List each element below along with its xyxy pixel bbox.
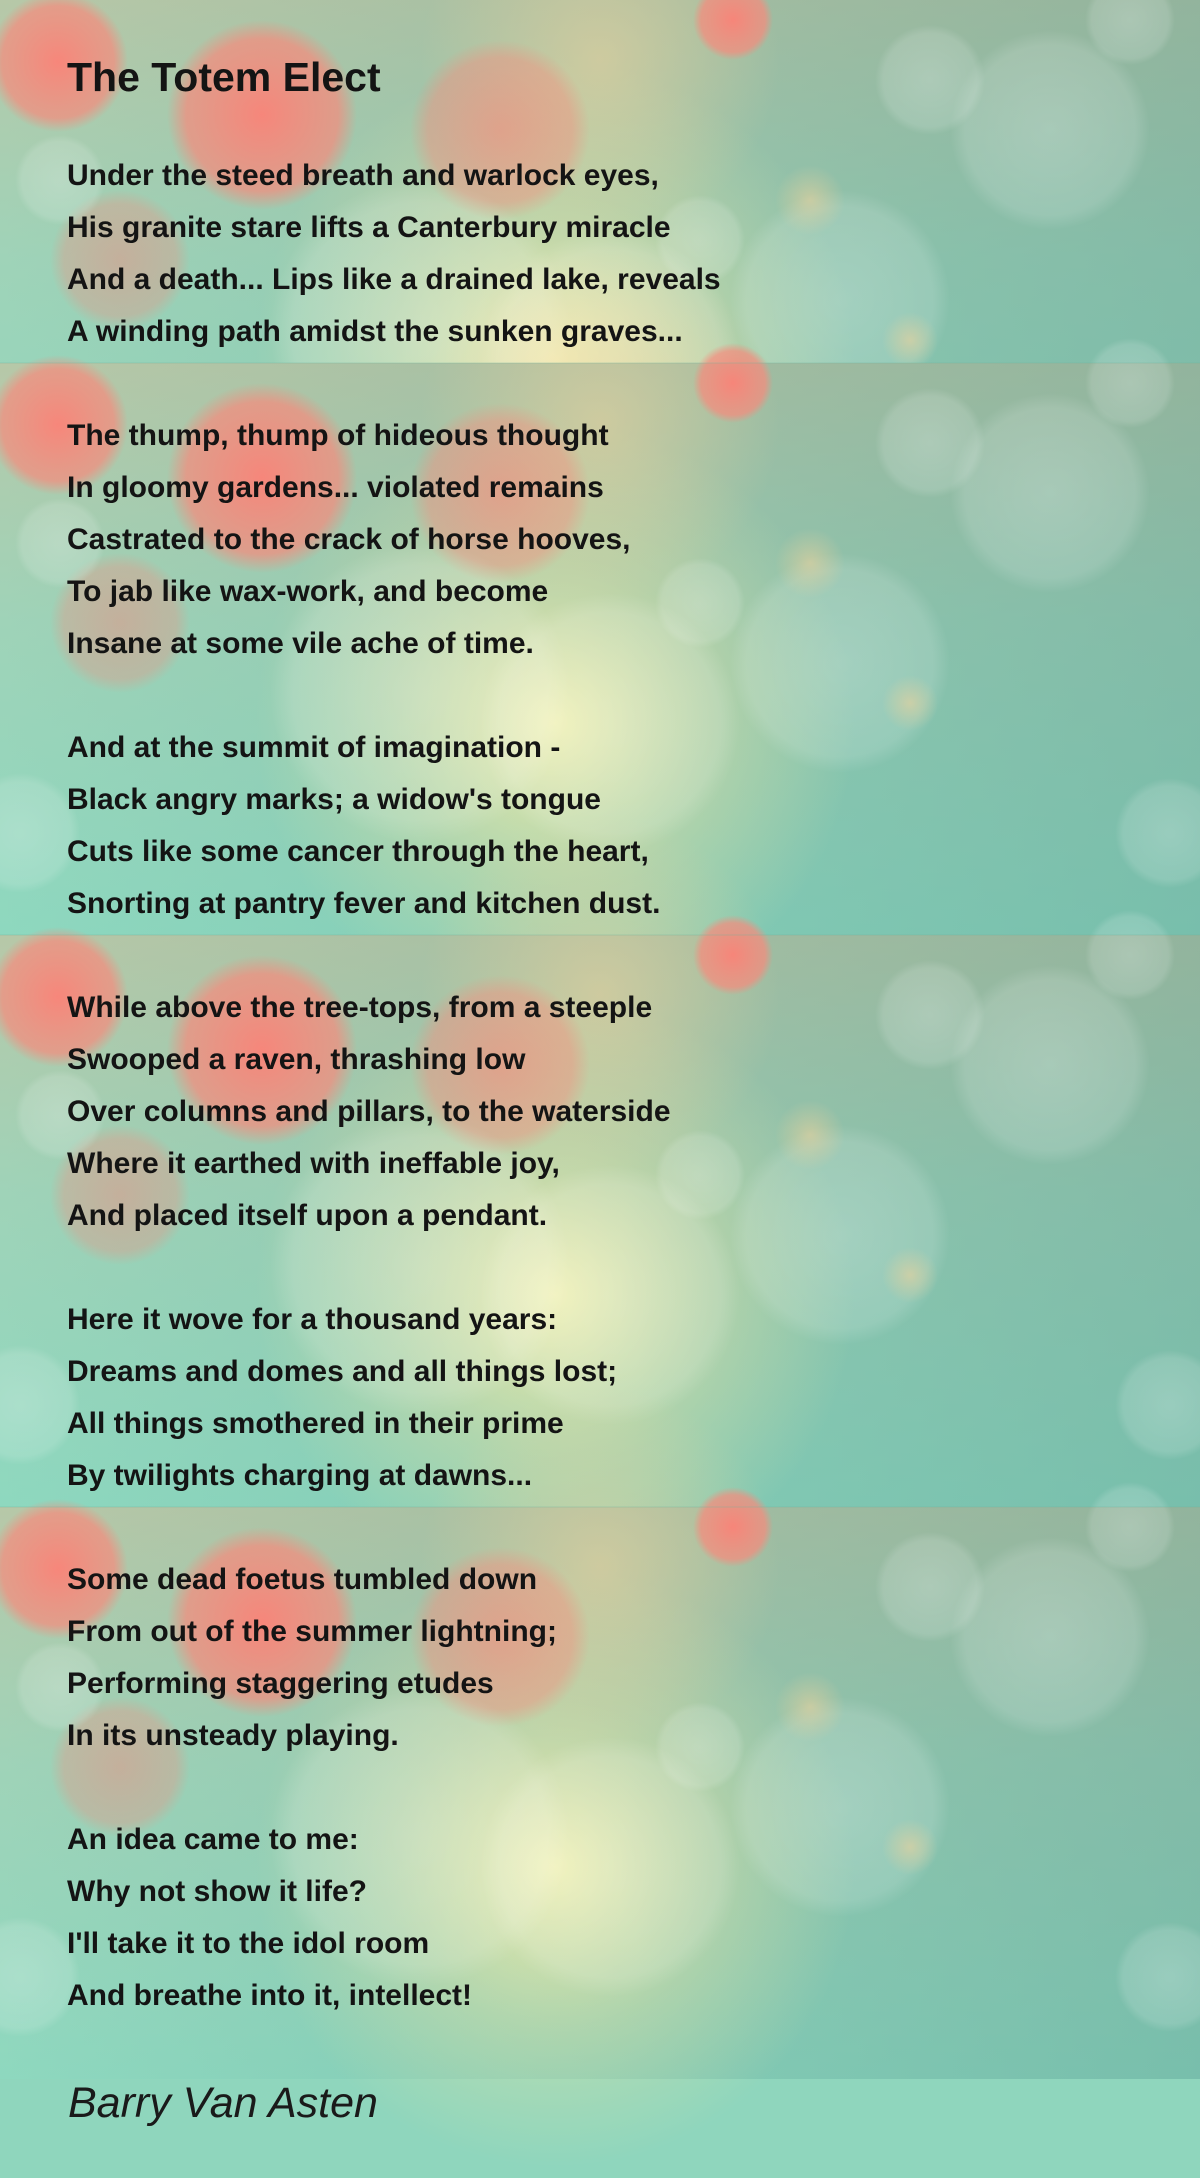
poem-line: An idea came to me:: [67, 1823, 359, 1856]
poem-line: And at the summit of imagination -: [67, 731, 561, 764]
poem-line: A winding path amidst the sunken graves...: [67, 315, 683, 348]
poem-line: By twilights charging at dawns...: [67, 1459, 533, 1492]
poem-line: I'll take it to the idol room: [67, 1927, 430, 1960]
poem-line: While above the tree-tops, from a steeple: [67, 991, 653, 1024]
poem-line: Why not show it life?: [67, 1875, 367, 1908]
poem-line: Where it earthed with ineffable joy,: [67, 1147, 560, 1180]
poem-line: In its unsteady playing.: [67, 1719, 399, 1752]
poem-line: Castrated to the crack of horse hooves,: [67, 523, 631, 556]
poem-line: All things smothered in their prime: [67, 1407, 564, 1440]
poem-body: [67, 150, 1127, 2074]
poem-line: Here it wove for a thousand years:: [67, 1303, 558, 1336]
poem-line: Under the steed breath and warlock eyes,: [67, 159, 659, 192]
poem-line: Insane at some vile ache of time.: [67, 627, 534, 660]
poem-line: And breathe into it, intellect!: [67, 1979, 473, 2012]
poem-line: And a death... Lips like a drained lake, reveals: [67, 263, 721, 296]
poem-line: Some dead foetus tumbled down: [67, 1563, 538, 1596]
poem-stanza: [67, 1294, 1127, 1502]
poem-title: The Totem Elect: [67, 54, 381, 100]
poem-line: The thump, thump of hideous thought: [67, 419, 609, 452]
poem-line: Snorting at pantry fever and kitchen dust.: [67, 887, 661, 920]
poem-line: Performing staggering etudes: [67, 1667, 494, 1700]
poem-line: And placed itself upon a pendant.: [67, 1199, 548, 1232]
poem-stanza: [67, 410, 1127, 670]
poem-line: From out of the summer lightning;: [67, 1615, 557, 1648]
poem-stanza: [67, 982, 1127, 1242]
poem-line: To jab like wax-work, and become: [67, 575, 549, 608]
poem-line: Swooped a raven, thrashing low: [67, 1043, 526, 1076]
poem-line: Dreams and domes and all things lost;: [67, 1355, 618, 1388]
poem-stanza: [67, 722, 1127, 930]
poem-line: Black angry marks; a widow's tongue: [67, 783, 601, 816]
poem-line: Cuts like some cancer through the heart,: [67, 835, 649, 868]
poem-author: Barry Van Asten: [68, 2079, 378, 2127]
poem-line: Over columns and pillars, to the waterside: [67, 1095, 671, 1128]
poem-stanza: [67, 1814, 1127, 2022]
poem-line: His granite stare lifts a Canterbury miracle: [67, 211, 671, 244]
poem-line: In gloomy gardens... violated remains: [67, 471, 604, 504]
poem-stanza: [67, 1554, 1127, 1762]
poem-stanza: [67, 150, 1127, 358]
